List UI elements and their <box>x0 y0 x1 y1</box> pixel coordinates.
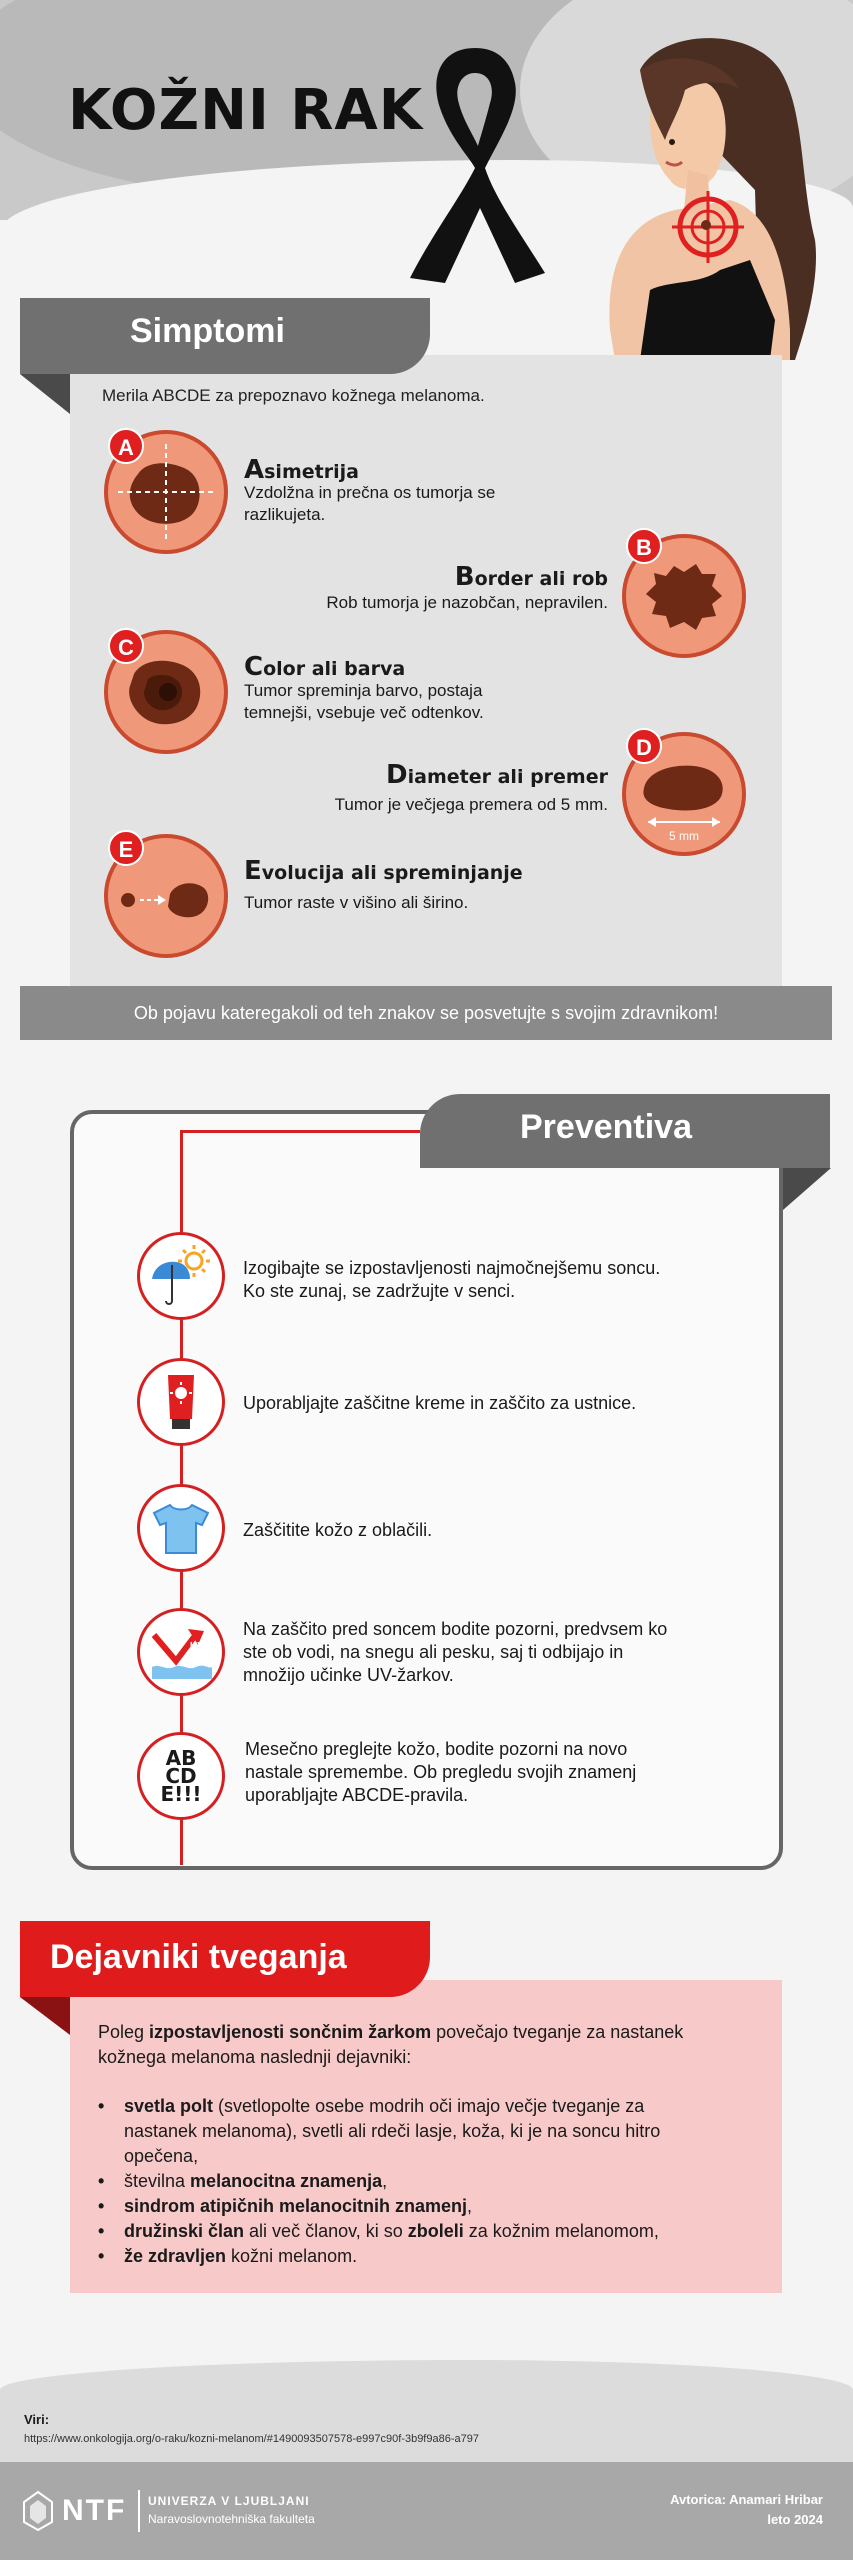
symptom-e-heading: Evolucija ali spreminjanje <box>244 856 523 886</box>
badge-c: C <box>108 628 144 664</box>
ntf-logo-text: NTF <box>62 2494 127 2527</box>
badge-b: B <box>626 528 662 564</box>
sources-label: Viri: <box>24 2412 50 2427</box>
symptom-b-text: Rob tumorja je nazobčan, nepravilen. <box>326 593 608 612</box>
year: leto 2024 <box>767 2512 823 2527</box>
risk-item: • družinski član ali več članov, ki so zboleli za kožnim melanomom, <box>98 2221 659 2241</box>
prevention-text-1: Izogibajte se izpostavljenosti najmočnejšemu soncu. Ko ste zunaj, se zadržujte v senci. <box>243 1258 661 1301</box>
symptom-e-text: Tumor raste v višino ali širino. <box>244 893 469 912</box>
doctor-warning-bar: Ob pojavu kateregakoli od teh znakov se posvetujte s svojim zdravnikom! <box>20 986 832 1040</box>
source-link[interactable]: https://www.onkologija.org/o-raku/kozni-melanom/#1490093507578-e997c90f-3b9f9a86-a797 <box>24 2433 479 2445</box>
abcde-glyph-2: CD <box>165 1764 197 1788</box>
woman-illustration <box>580 30 820 360</box>
page-title: KOŽNI RAK <box>68 78 424 143</box>
prevention-text-2: Uporabljajte zaščitne kreme in zaščito za ustnice. <box>243 1393 637 1413</box>
timeline-line-top <box>180 1130 420 1133</box>
uv-label: UV <box>190 1641 204 1652</box>
symptom-a-heading: Asimetrija <box>244 455 359 485</box>
university-logo-icon <box>20 2488 56 2532</box>
symptoms-title: Simptomi <box>130 312 285 350</box>
sun-umbrella-icon <box>137 1232 225 1320</box>
symptom-d-text: Tumor je večjega premera od 5 mm. <box>334 795 608 814</box>
faculty-name: Naravoslovnotehniška fakulteta <box>148 2512 315 2526</box>
prevention-text-5: Mesečno preglejte kožo, bodite pozorni na novo nastale spremembe. Ob pregledu svojih znamenj uporabljajte ABCDE-pravila. <box>245 1739 637 1805</box>
prevention-tab-fold <box>783 1168 831 1210</box>
symptom-b-heading: Border ali rob <box>454 562 608 592</box>
badge-e: E <box>108 830 144 866</box>
risk-item: • številna melanocitna znamenja, <box>98 2171 388 2191</box>
abcde-icon <box>137 1732 225 1820</box>
risk-intro: Poleg izpostavljenosti sončnim žarkom povečajo tveganje za nastanek kožnega melanoma naslednji dejavniki: <box>98 2022 684 2067</box>
prevention-text-3: Zaščitite kožo z oblačili. <box>243 1520 433 1540</box>
symptom-d-heading: Diameter ali premer <box>386 760 608 790</box>
author: Avtorica: Anamari Hribar <box>670 2492 823 2507</box>
risk-item: • svetla polt (svetlopolte osebe modrih oči imajo večje tveganje za nastanek melanoma), svetli ali rdeči lasje, koža, ki je na soncu hitro opečena, <box>98 2096 661 2166</box>
symptoms-tab-fold <box>20 374 70 414</box>
university-name: UNIVERZA V LJUBLJANI <box>148 2494 310 2508</box>
symptoms-intro: Merila ABCDE za prepoznavo kožnega melanoma. <box>102 386 485 405</box>
risk-item: • že zdravljen kožni melanom. <box>98 2246 358 2266</box>
prevention-title: Preventiva <box>520 1108 692 1146</box>
awareness-ribbon-icon <box>400 38 550 288</box>
abcde-glyph-1: AB <box>165 1746 197 1770</box>
uv-reflection-icon <box>137 1608 225 1696</box>
tshirt-icon <box>137 1484 225 1572</box>
symptom-c-text: Tumor spreminja barvo, postaja temnejši, vsebuje več odtenkov. <box>244 681 484 722</box>
risk-list <box>98 2094 758 2269</box>
symptom-a-text: Vzdolžna in prečna os tumorja se razlikujeta. <box>244 483 496 524</box>
logo-divider <box>138 2490 140 2532</box>
badge-d: D <box>626 728 662 764</box>
badge-a: A <box>108 428 144 464</box>
risk-tab-fold <box>20 1997 70 2035</box>
footer-bar <box>0 2462 853 2560</box>
risk-title: Dejavniki tveganja <box>50 1938 347 1976</box>
sunscreen-icon <box>137 1358 225 1446</box>
measure-label: 5 mm <box>669 829 699 843</box>
prevention-text-4: Na zaščito pred soncem bodite pozorni, predvsem ko ste ob vodi, na snegu ali pesku, saj ti odbijajo in množijo učinke UV-žarkov. <box>243 1619 668 1685</box>
abcde-glyph-3: E!!! <box>160 1782 202 1806</box>
risk-item: • sindrom atipičnih melanocitnih znamenj, <box>98 2196 473 2216</box>
symptom-c-heading: Color ali barva <box>244 652 406 682</box>
